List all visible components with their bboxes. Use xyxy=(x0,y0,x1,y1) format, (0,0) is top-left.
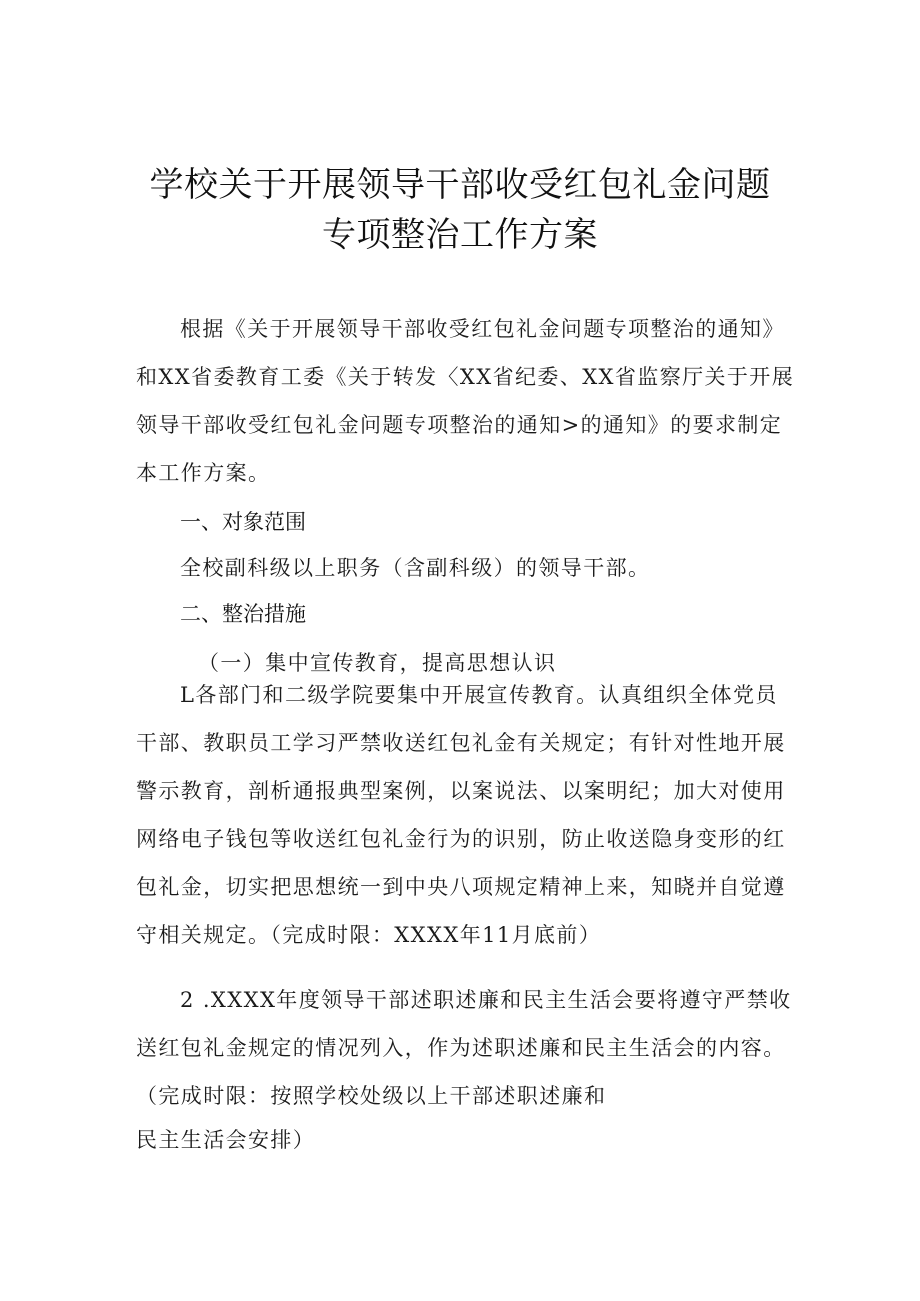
intro-paragraph xyxy=(136,305,796,497)
item-2-paragraph xyxy=(136,976,796,1120)
document-title-line-1: 学校关于开展领导干部收受红包礼金问题 xyxy=(149,165,771,205)
section-heading-measures: 二、整治措施 xyxy=(180,602,306,626)
item-1-paragraph xyxy=(136,671,796,959)
item-2-tail-text: 民主生活会安排） xyxy=(136,1128,316,1152)
item-2-text: 2 .XXXX年度领导干部述职述廉和民主生活会要将遵守严禁收送红包礼金规定的情况列入，作为述职述廉和民主生活会的内容。（完成时限：按照学校处级以上干部述职述廉和 xyxy=(136,988,792,1108)
section-scope-text: 全校副科级以上职务（含副科级）的领导干部。 xyxy=(180,556,651,580)
subsection-heading-education: （一）集中宣传教育，提高思想认识 xyxy=(198,651,557,675)
section-heading-scope: 一、对象范围 xyxy=(180,510,306,534)
document-title-line-2: 专项整治工作方案 xyxy=(322,215,598,255)
intro-text: 根据《关于开展领导干部收受红包礼金问题专项整治的通知》和XX省委教育工委《关于转发〈XX省纪委、XX省监察厅关于开展领导干部收受红包礼金问题专项整治的通知>的通知》的要求制定本工作方案。 xyxy=(136,317,795,485)
item-1-text: L各部门和二级学院要集中开展宣传教育。认真组织全体党员干部、教职员工学习严禁收送红包礼金有关规定；有针对性地开展警示教育，剖析通报典型案例，以案说法、以案明纪；加大对使用网络电子钱包等收送红包礼金行为的识别，防止收送隐身变形的红包礼金，切实把思想统一到中央八项规定精神上来，知晓并自觉遵守相关规定。（完成时限：XXXX年11月底前） xyxy=(136,683,786,947)
